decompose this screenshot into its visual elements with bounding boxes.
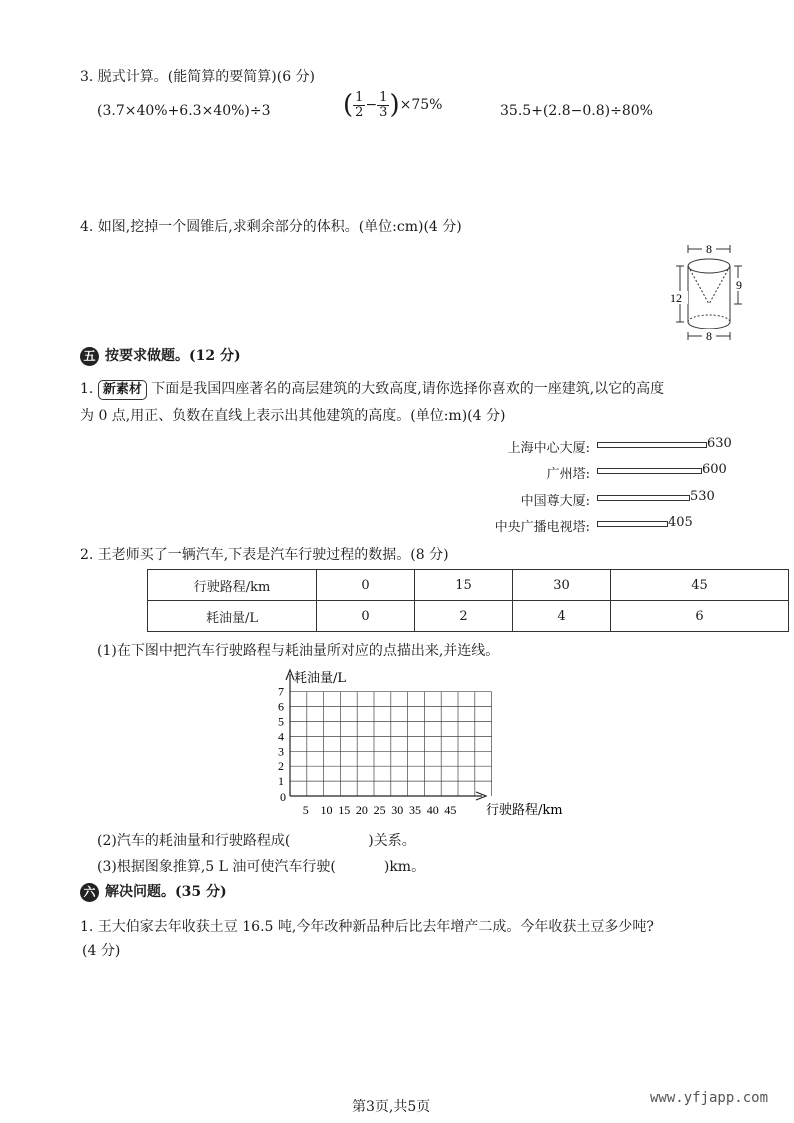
building-name: 中央广播电视塔: (494, 520, 590, 535)
origin-label: 0 (280, 790, 286, 804)
table-cell: 0 (317, 601, 415, 632)
sec5-q1-line1: 1. 新素材 下面是我国四座著名的高层建筑的大致高度,请你选择你喜欢的一座建筑,以它的高度 (80, 378, 664, 400)
x-tick-label: 5 (302, 803, 309, 817)
table-cell: 行驶路程/km (148, 570, 317, 601)
building-name: 广州塔: (546, 467, 590, 482)
dim-right: 9 (736, 278, 742, 292)
section-5-heading (80, 345, 241, 366)
grid-lines (290, 692, 492, 796)
table-cell: 6 (611, 601, 789, 632)
x-axis-label: 行驶路程/km (486, 803, 563, 818)
x-tick-label: 25 (373, 803, 386, 817)
section-5-title: 按要求做题。(12 分) (105, 348, 241, 364)
q3-expr3: 35.5+(2.8−0.8)÷80% (500, 103, 653, 119)
building-bar (597, 495, 690, 501)
y-tick-label: 6 (278, 699, 284, 714)
building-bar (597, 521, 668, 527)
fraction-third: $\frac{1}{3}$ (379, 89, 388, 120)
sec5-sub3: (3)根据图象推算,5 L 油可使汽车行驶( )km。 (97, 859, 426, 875)
driving-data-table (147, 569, 789, 632)
table-cell: 45 (611, 570, 789, 601)
sec6-q1-line1: 1. 王大伯家去年收获土豆 16.5 吨,今年改种新品种后比去年增产二成。今年收获土豆多少吨? (80, 919, 654, 935)
x-tick-labels (303, 803, 457, 817)
table-cell: 4 (513, 601, 611, 632)
sec5-sub1: (1)在下图中把汽车行驶路程与耗油量所对应的点描出来,并连线。 (97, 643, 500, 659)
minus-sign: − (365, 97, 378, 113)
building-name: 上海中心大厦: (507, 441, 590, 456)
dim-bottom: 8 (706, 329, 712, 343)
sec6-q1-line2: (4 分) (82, 943, 121, 959)
y-tick-labels (278, 685, 284, 788)
table-cell: 耗油量/L (148, 601, 317, 632)
y-tick-label: 1 (278, 774, 284, 789)
fraction-half: $\frac{1}{2}$ (355, 89, 364, 120)
building-name: 中国尊大厦: (520, 494, 590, 509)
building-height: 630 (707, 436, 732, 451)
new-material-tag: 新素材 (98, 380, 147, 400)
q4-title: 4. 如图,挖掉一个圆锥后,求剩余部分的体积。(单位:cm)(4 分) (80, 219, 462, 235)
q3-expr1: (3.7×40%+6.3×40%)÷3 (97, 103, 271, 119)
sec5-q1-line2: 为 0 点,用正、负数在直线上表示出其他建筑的高度。(单位:m)(4 分) (80, 408, 506, 424)
dim-left: 12 (670, 291, 682, 305)
x-tick-label: 20 (355, 803, 368, 817)
building-height: 405 (668, 515, 693, 530)
table-cell: 2 (415, 601, 513, 632)
sec5-q2-title: 2. 王老师买了一辆汽车,下表是汽车行驶过程的数据。(8 分) (80, 547, 449, 563)
expr2-tail: ×75% (399, 97, 443, 113)
building-height: 600 (702, 462, 727, 477)
dim-top: 8 (706, 242, 712, 256)
section-6-heading (80, 881, 227, 902)
x-tick-label: 40 (426, 803, 439, 817)
x-tick-label: 10 (320, 803, 333, 817)
page-number: 第3页,共5页 (352, 1099, 431, 1115)
x-tick-label: 35 (409, 803, 421, 817)
x-tick-label: 45 (444, 803, 457, 817)
building-bar (597, 468, 702, 474)
y-axis-label: 耗油量/L (294, 671, 347, 686)
building-height: 530 (690, 489, 715, 504)
watermark: www.yfjapp.com (650, 1090, 769, 1106)
y-tick-label: 2 (278, 759, 284, 774)
x-tick-label: 30 (391, 803, 404, 817)
y-tick-label: 5 (278, 714, 284, 729)
section-5-badge: 五 (80, 347, 99, 366)
q3-title: 3. 脱式计算。(能简算的要简算)(6 分) (80, 69, 316, 85)
cylinder-cone-figure (664, 240, 754, 345)
x-tick-label: 15 (338, 803, 351, 817)
section-6-badge: 六 (80, 883, 99, 902)
sec5-sub2: (2)汽车的耗油量和行驶路程成( )关系。 (97, 833, 416, 849)
table-row (148, 570, 789, 601)
q3-expr2: ( $\frac{1}{2}$ − $\frac{1}{3}$ )×75% (343, 89, 443, 120)
table-row (148, 601, 789, 632)
y-tick-label: 7 (278, 684, 284, 699)
table-cell: 15 (415, 570, 513, 601)
table-cell: 0 (317, 570, 415, 601)
table-cell: 30 (513, 570, 611, 601)
section-6-title: 解决问题。(35 分) (105, 884, 227, 900)
building-bar (597, 442, 707, 448)
fuel-grid-chart (270, 668, 590, 818)
y-tick-label: 3 (278, 744, 284, 759)
y-tick-label: 4 (278, 729, 284, 744)
